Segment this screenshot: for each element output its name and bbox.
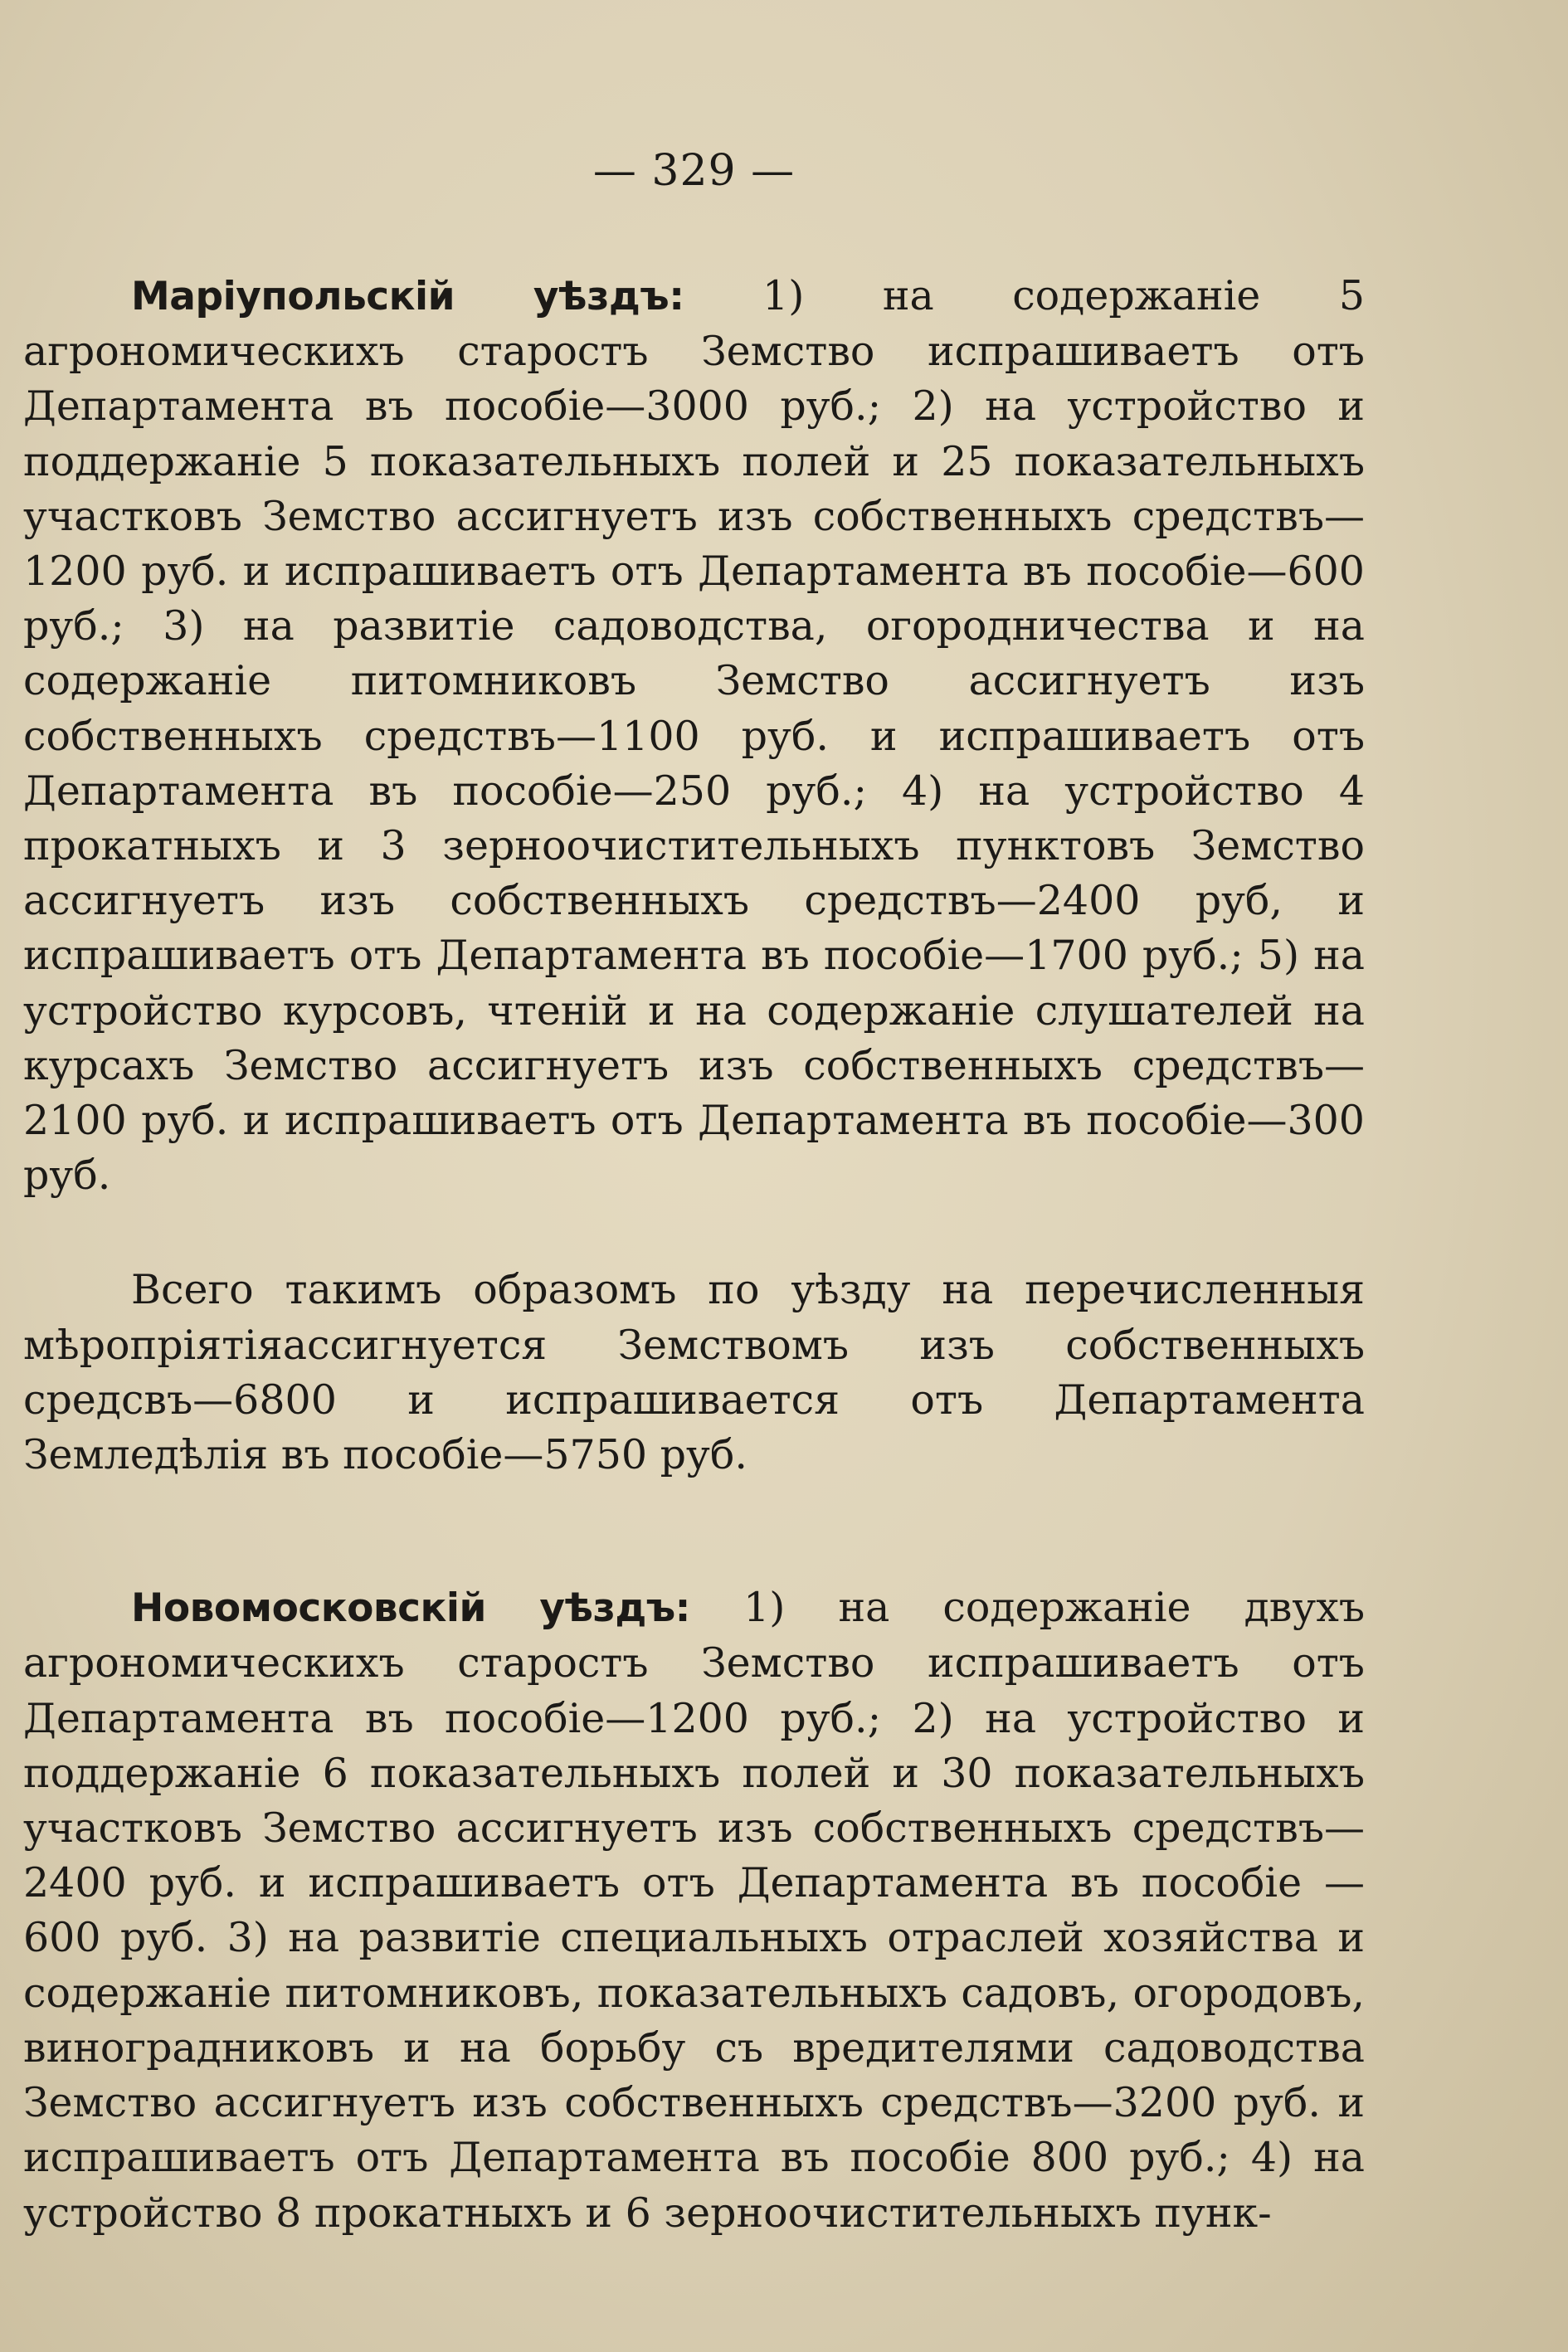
section-heading-mariupol: Маріупольскій уѣздъ: — [131, 274, 684, 319]
paragraph-novomoskovsk — [23, 1580, 1365, 2240]
paragraph-text-mariupol: 1) на содержаніе 5 агрономическихъ старостъ Земство испрашиваетъ отъ Департамента въ пособіе—3000 руб.; 2) на устройство и поддержаніе 5 показательныхъ полей и 25 показательныхъ участковъ Земство ассигнуетъ изъ собственныхъ средствъ—1200 руб. и испрашиваетъ отъ Департамента въ пособіе—600 руб.; 3) на развитіе садоводства, огородничества и на содержаніе питомниковъ Земство ассигнуетъ изъ собственныхъ средствъ—1100 руб. и испрашиваетъ отъ Департамента въ пособіе—250 руб.; 4) на устройство 4 прокатныхъ и 3 зерноочистительныхъ пунктовъ Земство ассигнуетъ изъ собственныхъ средствъ—2400 руб, и испрашиваетъ отъ Департамента въ пособіе—1700 руб.; 5) на устройство курсовъ, чтеній и на содержаніе слушателей на курсахъ Земство ассигнуетъ изъ собственныхъ средствъ—2100 руб. и испрашиваетъ отъ Департамента въ пособіе—300 руб. — [23, 272, 1365, 1200]
paragraph-text-novomoskovsk: 1) на содержаніе двухъ агрономическихъ старостъ Земство испрашиваетъ отъ Департамента въ пособіе—1200 руб.; 2) на устройство и поддержаніе 6 показательныхъ полей и 30 показательныхъ участковъ Земство ассигнуетъ изъ собственныхъ средствъ—2400 руб. и испрашиваетъ отъ Департамента въ пособіе — 600 руб. 3) на развитіе специальныхъ отраслей хозяйства и содержаніе питомниковъ, показательныхъ садовъ, огородовъ, виноградниковъ и на борьбу съ вредителями садоводства Земство ассигнуетъ изъ собственныхъ средствъ—3200 руб. и испрашиваетъ отъ Департамента въ пособіе 800 руб.; 4) на устройство 8 прокатныхъ и 6 зерноочистительныхъ пунк- — [23, 1584, 1366, 2237]
page-number: — 329 — — [592, 146, 796, 196]
section-heading-novomoskovsk: Новомосковскій уѣздъ: — [131, 1585, 690, 1632]
paragraph-summary — [23, 1263, 1365, 1483]
paragraph-text-summary: Всего такимъ образомъ по уѣзду на перечисленныя мѣропріятіяассигнуется Земствомъ изъ собственныхъ средсвъ—6800 и испрашивается отъ Департамента Земледѣлія въ пособіе—5750 руб. — [23, 1266, 1365, 1479]
paragraph-mariupol — [23, 269, 1365, 1203]
